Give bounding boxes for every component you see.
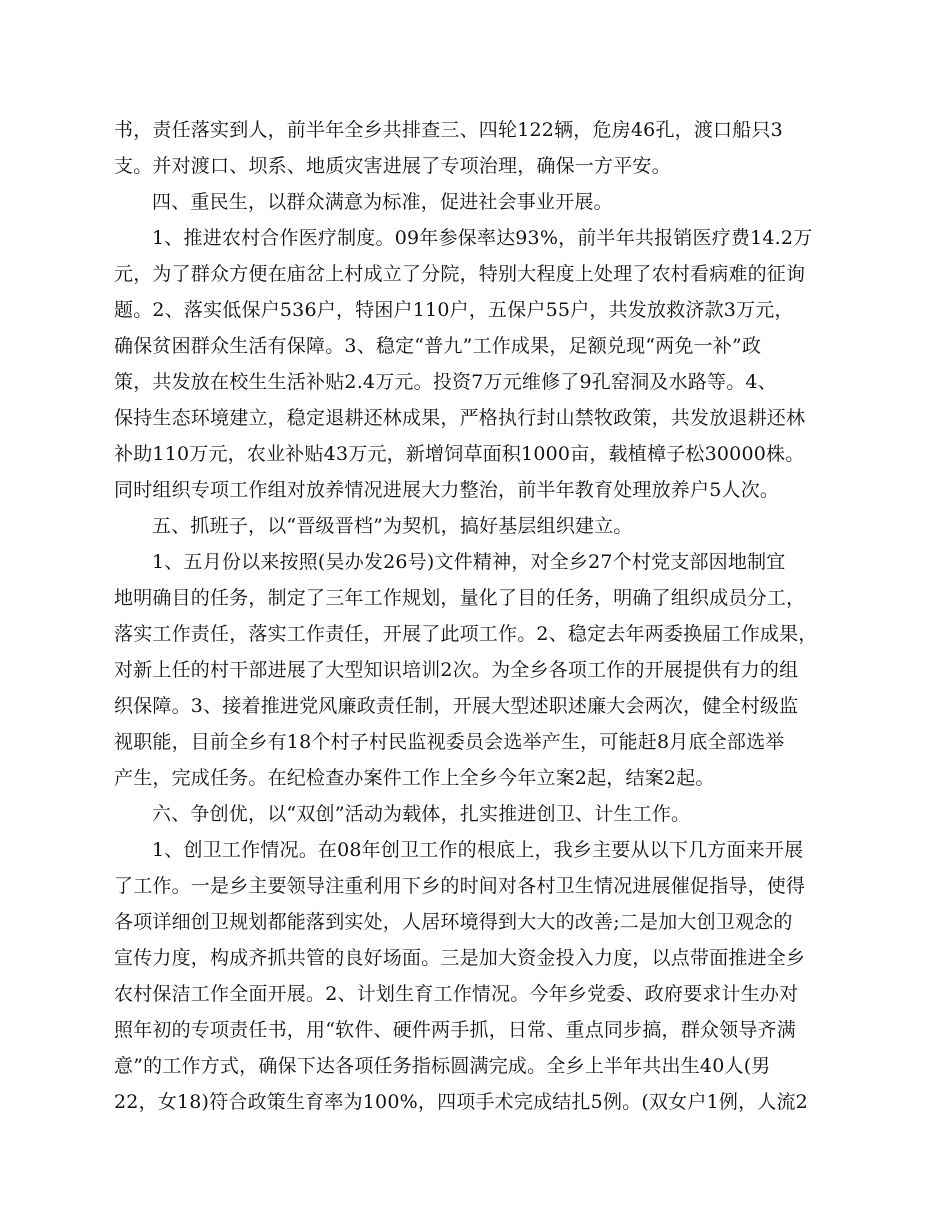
body-line: 地明确目的任务，制定了三年工作规划，量化了目的任务，明确了组织成员分工， xyxy=(114,587,806,609)
section-heading: 六、争创优，以“双创”活动为载体，扎实推进创卫、计生工作。 xyxy=(152,803,691,825)
body-line: 对新上任的村干部进展了大型知识培训2次。为全乡各项工作的开展提供有力的组 xyxy=(114,659,799,681)
body-line: 同时组织专项工作组对放养情况进展大力整治，前半年教育处理放养户5人次。 xyxy=(114,479,780,501)
body-line: 保持生态环境建立，稳定退耕还林成果，严格执行封山禁牧政策，共发放退耕还林 xyxy=(114,407,806,429)
body-line: 视职能，目前全乡有18个村子村民监视委员会选举产生，可能赶8月底全部选举 xyxy=(114,731,785,753)
body-line: 宣传力度，构成齐抓共管的良好场面。三是加大资金投入力度，以点带面推进全乡 xyxy=(114,947,806,969)
body-line: 书，责任落实到人，前半年全乡共排查三、四轮122辆，危房46孔，渡口船只3 xyxy=(114,119,783,141)
body-line: 意”的工作方式，确保下达各项任务指标圆满完成。全乡上半年共出生40人(男 xyxy=(114,1055,771,1077)
body-line: 照年初的专项责任书，用“软件、硬件两手抓，日常、重点同步搞，群众领导齐满 xyxy=(114,1019,796,1041)
body-line: 1、推进农村合作医疗制度。09年参保率达93%，前半年共报销医疗费14.2万 xyxy=(152,227,813,249)
body-line: 1、创卫工作情况。在08年创卫工作的根底上，我乡主要从以下几方面来开展 xyxy=(152,839,804,861)
body-line: 农村保洁工作全面开展。2、计划生育工作情况。今年乡党委、政府要求计生办对 xyxy=(114,983,799,1005)
body-line: 题。2、落实低保户536户，特困户110户，五保户55户，共发放救济款3万元， xyxy=(114,299,794,321)
section-heading: 四、重民生，以群众满意为标准，促进社会事业开展。 xyxy=(152,191,613,213)
body-line: 织保障。3、接着推进党风廉政责任制，开展大型述职述廉大会两次，健全村级监 xyxy=(114,695,799,717)
body-line: 确保贫困群众生活有保障。3、稳定“普九”工作成果，足额兑现“两免一补”政 xyxy=(114,335,762,357)
body-line: 策，共发放在校生生活补贴2.4万元。投资7万元维修了9孔窑洞及水路等。4、 xyxy=(114,371,777,393)
body-line: 支。并对渡口、坝系、地质灾害进展了专项治理，确保一方平安。 xyxy=(114,155,671,177)
body-line: 22，女18)符合政策生育率为100%，四项手术完成结扎5例。(双女户1例，人流2 xyxy=(114,1091,808,1113)
body-line: 元，为了群众方便在庙岔上村成立了分院，特别大程度上处理了农村看病难的征询 xyxy=(114,263,806,285)
section-heading: 五、抓班子，以“晋级晋档”为契机，搞好基层组织建立。 xyxy=(152,515,633,537)
body-line: 落实工作责任，落实工作责任，开展了此项工作。2、稳定去年两委换届工作成果， xyxy=(114,623,818,645)
body-line: 各项详细创卫规划都能落到实处，人居环境得到大大的改善;二是加大创卫观念的 xyxy=(114,911,793,933)
body-line: 1、五月份以来按照(吴办发26号)文件精神，对全乡27个村党支部因地制宜 xyxy=(152,551,786,573)
body-line: 了工作。一是乡主要领导注重利用下乡的时间对各村卫生情况进展催促指导，使得 xyxy=(114,875,806,897)
body-line: 补助110万元，农业补贴43万元，新增饲草面积1000亩，载植樟子松30000株。 xyxy=(114,443,805,465)
body-line: 产生，完成任务。在纪检查办案件工作上全乡今年立案2起，结案2起。 xyxy=(114,767,715,789)
